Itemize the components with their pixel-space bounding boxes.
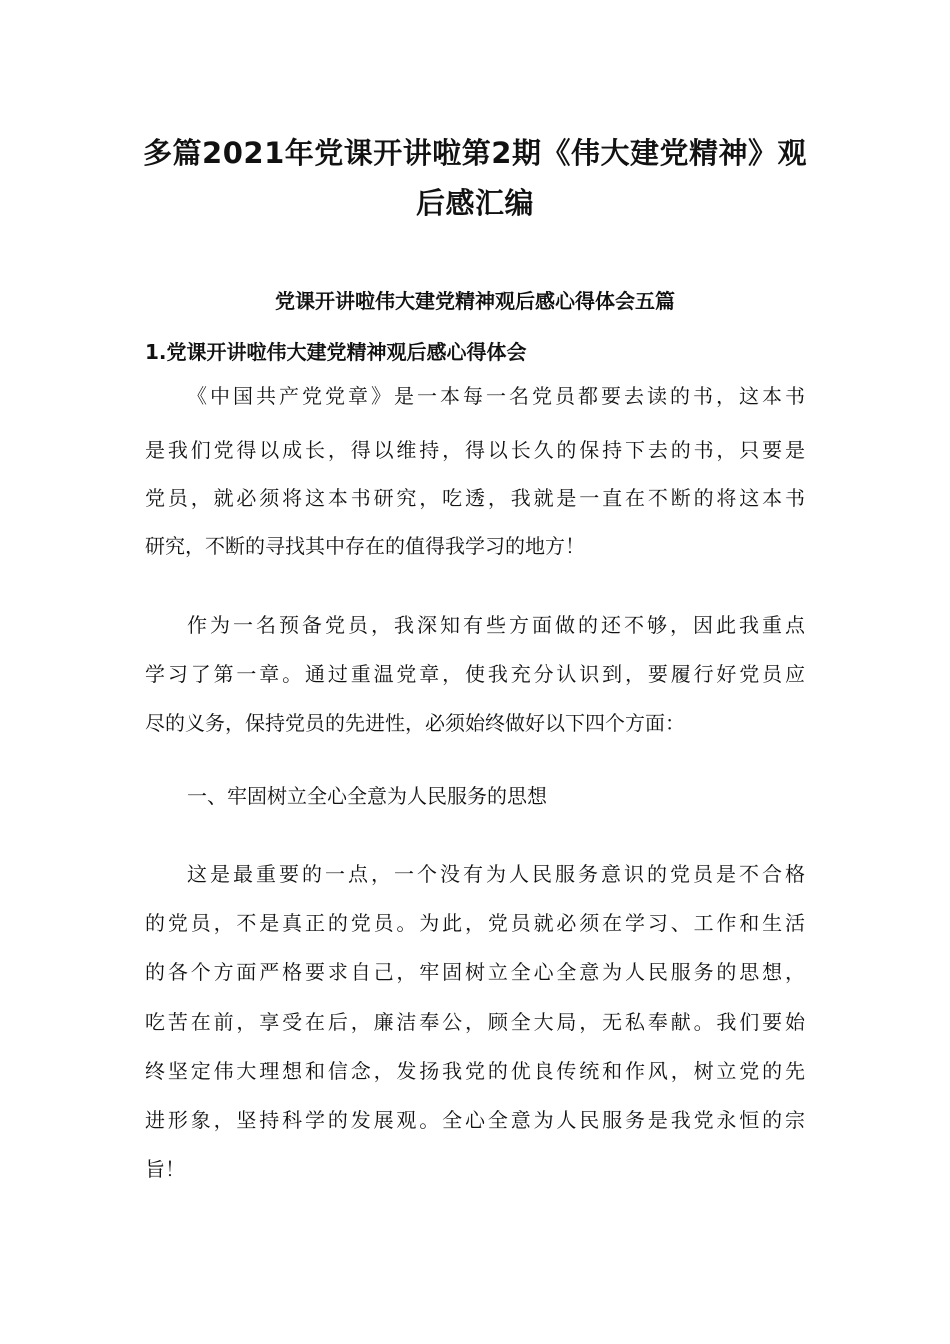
point-1-heading: 一、牢固树立全心全意为人民服务的思想 [187, 784, 547, 808]
paragraph-2-line-2: 学习了第一章。通过重温党章，使我充分认识到，要履行好党员应 [145, 662, 805, 686]
paragraph-3-line-5: 终坚定伟大理想和信念，发扬我党的优良传统和作风，树立党的先 [145, 1059, 805, 1083]
paragraph-1-line-4: 研究，不断的寻找其中存在的值得我学习的地方！ [145, 534, 585, 558]
paragraph-3-line-7: 旨！ [145, 1157, 185, 1181]
paragraph-2-line-3: 尽的义务，保持党员的先进性，必须始终做好以下四个方面： [145, 711, 685, 735]
document-title-line-1: 多篇2021年党课开讲啦第2期《伟大建党精神》观 [143, 136, 807, 170]
paragraph-3-line-1: 这是最重要的一点，一个没有为人民服务意识的党员是不合格 [187, 862, 805, 886]
paragraph-1-line-3: 党员，就必须将这本书研究，吃透，我就是一直在不断的将这本书 [145, 486, 805, 510]
paragraph-3-line-3: 的各个方面严格要求自己，牢固树立全心全意为人民服务的思想， [145, 960, 805, 984]
paragraph-3-line-4: 吃苦在前，享受在后，廉洁奉公，顾全大局，无私奉献。我们要始 [145, 1010, 805, 1034]
document-title-line-2: 后感汇编 [415, 186, 534, 220]
document-subtitle: 党课开讲啦伟大建党精神观后感心得体会五篇 [275, 289, 675, 313]
paragraph-3-line-2: 的党员，不是真正的党员。为此，党员就必须在学习、工作和生活 [145, 911, 805, 935]
paragraph-1-line-1: 《中国共产党党章》是一本每一名党员都要去读的书，这本书 [187, 384, 805, 408]
paragraph-1-line-2: 是我们党得以成长，得以维持，得以长久的保持下去的书，只要是 [145, 438, 805, 462]
paragraph-3-line-6: 进形象，坚持科学的发展观。全心全意为人民服务是我党永恒的宗 [145, 1108, 805, 1132]
section-1-heading: 1.党课开讲啦伟大建党精神观后感心得体会 [145, 340, 527, 364]
paragraph-2-line-1: 作为一名预备党员，我深知有些方面做的还不够，因此我重点 [187, 613, 805, 637]
